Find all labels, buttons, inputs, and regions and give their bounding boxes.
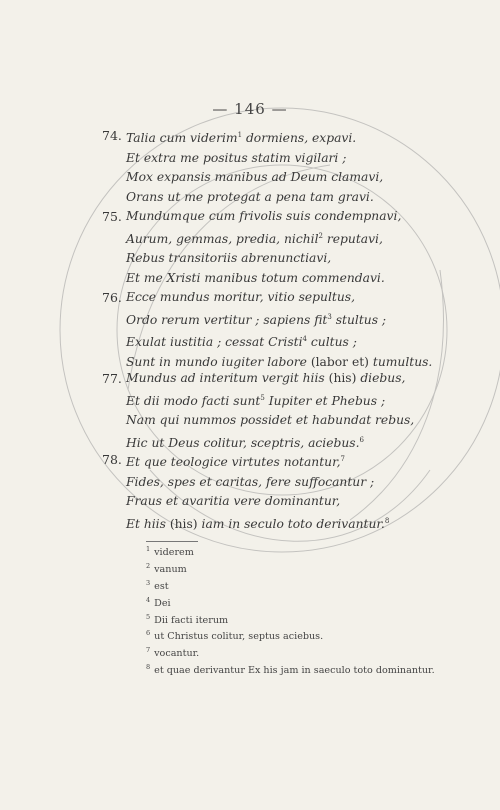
verse-text: Mundus ad interitum vergit hiis (126, 371, 329, 385)
verse-text: Et dii modo facti sunt (126, 393, 261, 408)
verse-text: Talia cum viderim (126, 131, 238, 146)
verse-text: Sunt in mundo iugiter labore (126, 354, 311, 369)
verse-text: Fides, spes et caritas, fere suffocantur ; (126, 474, 375, 489)
verse-line (126, 330, 446, 353)
verse-text: Et me Xristi manibus totum commendavi. (126, 270, 385, 285)
verse-text: Exulat iustitia ; cessat Cristi (126, 335, 303, 350)
footnote-ref[interactable]: 8 (384, 516, 390, 525)
verse-text-continued: tumultus. (368, 354, 433, 369)
footnote (146, 577, 435, 594)
footnote (146, 594, 435, 611)
verse-text: Et hiis (126, 516, 170, 531)
stanza-number: 77. (102, 371, 122, 386)
footnote-text: vocantur. (154, 648, 200, 660)
verse-line (126, 269, 446, 289)
footnote-mark: 6 (146, 629, 151, 638)
verse-text: Aurum, gemmas, predia, nichil (126, 231, 319, 246)
verse-text-continued: stultus ; (331, 312, 387, 327)
footnote-text: Dei (154, 597, 171, 609)
footnote (146, 543, 435, 560)
verse-line (102, 207, 446, 227)
footnote-ref[interactable]: 1 (237, 131, 243, 139)
verse-line (102, 450, 446, 473)
verse-text: Nam qui nummos possidet et habundat rebus, (126, 413, 415, 428)
verse-line (126, 249, 446, 269)
stanza-number: 76. (102, 290, 122, 305)
stanza (102, 207, 446, 288)
verse-text: Mundumque cum frivolis suis condempnavi, (126, 209, 402, 223)
footnotes (146, 543, 435, 678)
footnote-mark: 4 (146, 595, 151, 604)
editorial-correction: (his) (169, 516, 198, 531)
footnote-ref[interactable]: 3 (327, 312, 332, 321)
footnote-mark: 3 (146, 578, 151, 587)
footnote-text: vanum (154, 564, 187, 576)
stanza (102, 450, 446, 534)
footnote-mark: 5 (146, 612, 151, 621)
verse-line (126, 411, 446, 431)
verse-text-continued: iam in seculo toto derivantur. (197, 516, 385, 531)
footnote-text: et quae derivantur Ex his jam in saeculo toto dominantur. (154, 665, 435, 677)
verse-text-continued: reputavi, (322, 231, 383, 246)
footnote-mark: 8 (146, 663, 151, 672)
footnote (146, 611, 435, 628)
footnote-ref[interactable]: 5 (260, 393, 265, 402)
verse-text: Mox expansis manibus ad Deum clamavi, (126, 170, 384, 185)
footnote-text: est (154, 580, 169, 592)
footnote (146, 627, 435, 644)
footnote (146, 560, 435, 577)
footnote-mark: 2 (146, 561, 151, 570)
verse-text: Rebus transitoriis abrenunctiavi, (126, 251, 332, 266)
verse-line (126, 168, 446, 188)
stanza (102, 288, 446, 372)
verse-text-continued: dormiens, expavi. (242, 131, 357, 146)
verse-text: Et que teologice virtutes notantur, (126, 455, 341, 470)
verse-text-continued: diebus, (356, 371, 406, 385)
stanza-number: 74. (102, 128, 122, 143)
verse-text: Et extra me positus statim vigilari ; (126, 150, 347, 165)
footnote-text: ut Christus colitur, septus aciebus. (154, 631, 324, 643)
verse-text: Orans ut me protegat a pena tam gravi. (126, 189, 374, 204)
footnote-ref[interactable]: 7 (340, 455, 345, 463)
footnote-ref[interactable]: 4 (302, 335, 307, 344)
footnote (146, 661, 435, 678)
verse-line (126, 492, 446, 512)
footnote-ref[interactable]: 2 (318, 231, 323, 240)
verse-line (126, 473, 446, 493)
verse-line (126, 389, 446, 412)
footnote-rule (146, 541, 198, 542)
editorial-correction: (his) (328, 371, 357, 385)
verse-line (102, 288, 446, 308)
verse-line (102, 369, 446, 389)
editorial-correction: (labor et) (310, 354, 369, 369)
verse-line (102, 126, 446, 149)
verse-line (126, 188, 446, 208)
stanza (102, 369, 446, 453)
verse-text: Hic ut Deus colitur, sceptris, aciebus. (126, 435, 360, 450)
verse-line (126, 227, 446, 250)
stanza (102, 126, 446, 207)
verse-text: Fraus et avaritia vere dominantur, (126, 494, 341, 509)
footnote-text: viderem (154, 547, 194, 559)
verse-text-continued: Iupiter et Phebus ; (264, 393, 386, 408)
verse-text: Ecce mundus moritur, vitio sepultus, (126, 290, 355, 304)
verse-line (126, 149, 446, 169)
verse-text-continued: cultus ; (307, 335, 357, 350)
stanza-number: 75. (102, 209, 122, 224)
verse-text: Ordo rerum vertitur ; sapiens fit (126, 312, 328, 327)
footnote-ref[interactable]: 6 (359, 435, 364, 444)
page-number: — 146 — (212, 100, 288, 118)
stanza-number: 78. (102, 452, 122, 467)
footnote-mark: 7 (146, 646, 151, 655)
verse-line (126, 512, 446, 535)
footnote (146, 644, 435, 661)
verse-line (126, 308, 446, 331)
footnote-mark: 1 (146, 545, 151, 553)
footnote-text: Dii facti iterum (154, 614, 229, 626)
